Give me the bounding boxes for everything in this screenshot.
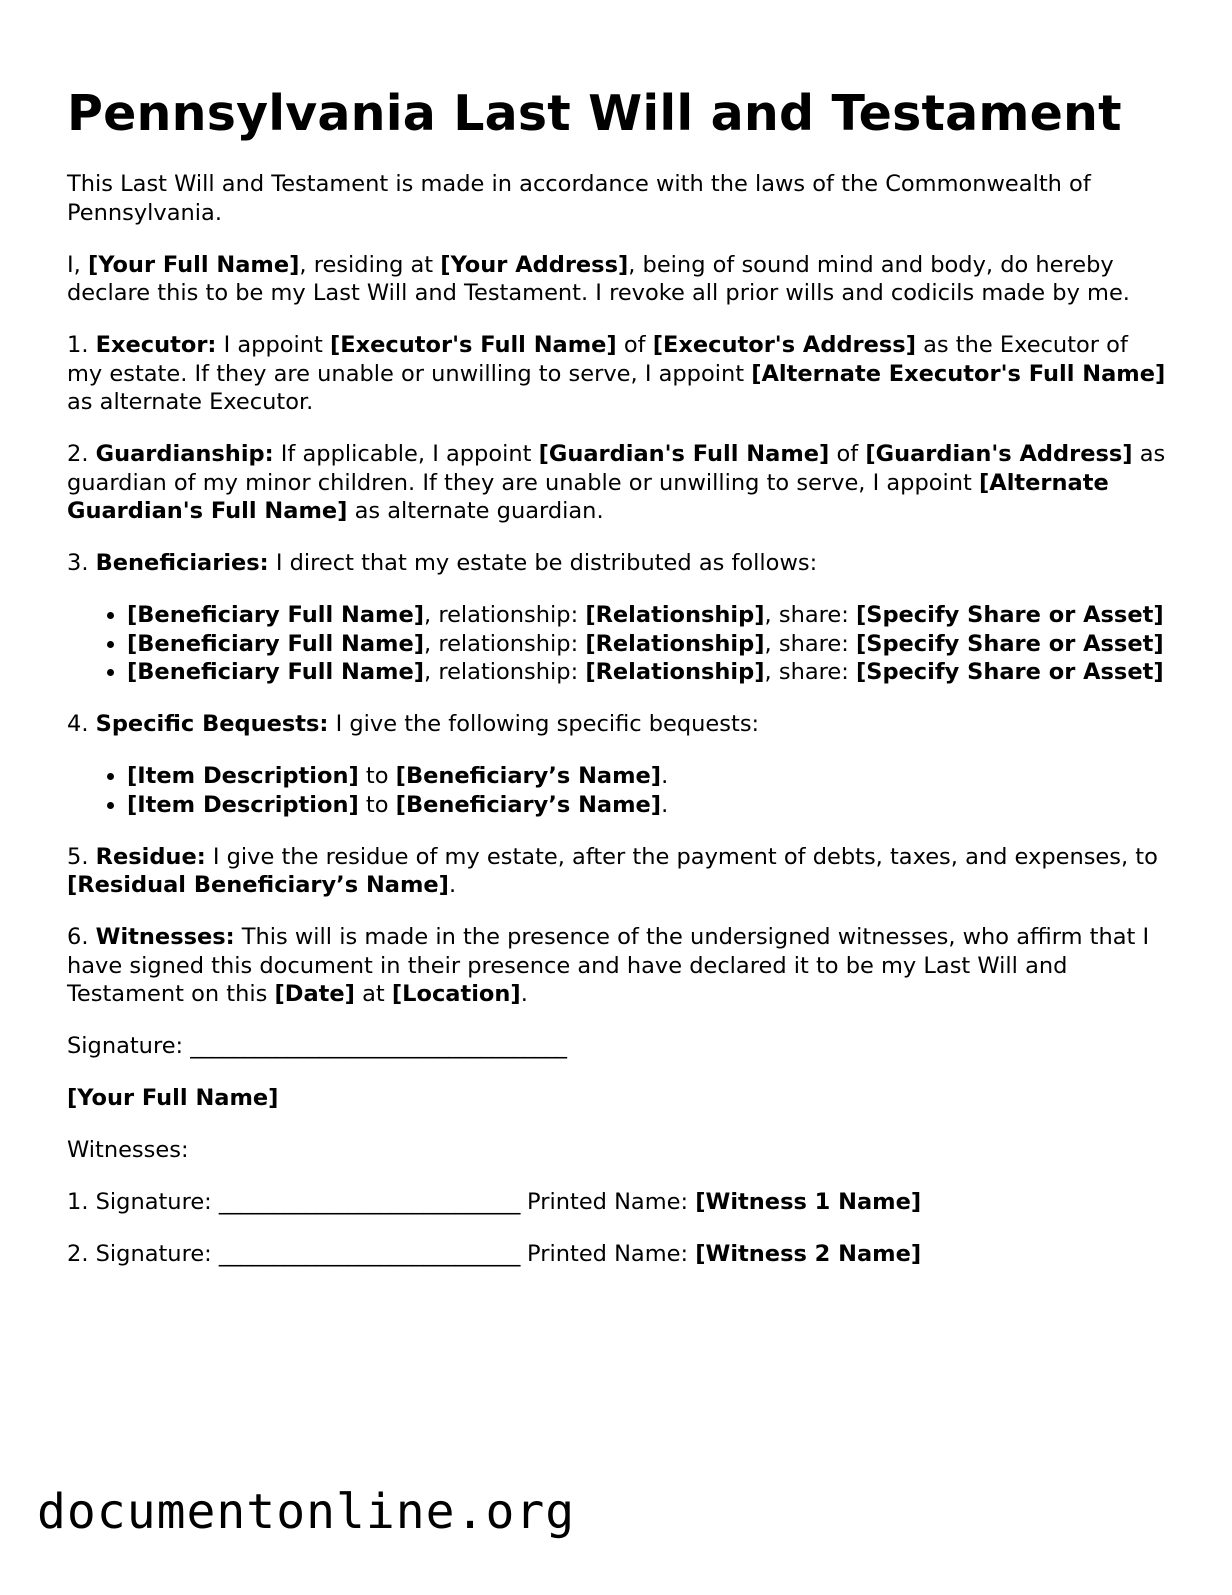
witnesses-label: Witnesses: (95, 924, 235, 950)
page-title: Pennsylvania Last Will and Testament (67, 85, 1122, 142)
executor-label: Executor: (95, 332, 217, 358)
residue-clause: 5. Residue: I give the residue of my estate, after the payment of debts, taxes, and expenses, to [Residual Beneficiary’s Name]. (67, 843, 1158, 898)
signature-blank: ___________________________________ (190, 1033, 567, 1059)
executor-address-placeholder: [Executor's Address] (652, 332, 916, 358)
residue-label: Residue: (95, 843, 206, 870)
beneficiaries-label: Beneficiaries: (95, 550, 269, 576)
guardian-address-placeholder: [Guardian's Address] (865, 441, 1133, 467)
executor-name-placeholder: [Executor's Full Name] (329, 332, 617, 358)
witnesses-clause: 6. Witnesses: This will is made in the presence of the undersigned witnesses, who affirm that I have signed this document in their presence and have declared it to be my Last Will and Testament on this [Date] at [Location]. (67, 924, 1150, 1007)
list-item: • [Beneficiary Full Name], relationship: [Relationship], share: [Specify Share or Asset] (127, 630, 1167, 659)
list-item: • [Beneficiary Full Name], relationship: [Relationship], share: [Specify Share or Asset] (127, 601, 1167, 630)
alternate-executor-placeholder: [Alternate Executor's Full Name] (751, 360, 1166, 387)
testator-printed-name: [Your Full Name] (67, 1085, 279, 1111)
alternate-guardian-placeholder: [Alternate Guardian's Full Name] (67, 469, 1109, 524)
witness-2-name-placeholder: [Witness 2 Name] (695, 1241, 922, 1267)
list-item: • [Beneficiary Full Name], relationship: [Relationship], share: [Specify Share or Asset] (127, 658, 1167, 687)
guardianship-label: Guardianship: (95, 441, 274, 467)
document-page (67, 82, 1167, 1292)
list-item: • [Item Description] to [Beneficiary’s Name]. (127, 791, 1167, 820)
signature-blank: ____________________________ (218, 1241, 520, 1267)
beneficiaries-clause: 3. Beneficiaries: I direct that my estate be distributed as follows: (67, 550, 818, 576)
intro-paragraph: This Last Will and Testament is made in accordance with the laws of the Commonwealth of Pennsylvania. (67, 171, 1091, 226)
guardianship-clause: 2. Guardianship: If applicable, I appoint [Guardian's Full Name] of [Guardian's Address] as guardian of my minor children. If they are unable or unwilling to serve, I appoint [Alternate Guardian's Full Name] as alternate guardian. (67, 441, 1166, 524)
bequests-clause: 4. Specific Bequests: I give the following specific bequests: (67, 711, 760, 737)
declaration-paragraph: I, [Your Full Name], residing at [Your Address], being of sound mind and body, do hereby declare this to be my Last Will and Testament. I revoke all prior wills and codicils made by me. (67, 251, 1130, 306)
beneficiaries-list (67, 601, 1167, 687)
witness-1-row: 1. Signature: ____________________________ Printed Name: [Witness 1 Name] (67, 1189, 922, 1215)
testator-signature-line: Signature: ___________________________________ (67, 1033, 567, 1059)
witness-2-row: 2. Signature: ____________________________ Printed Name: [Witness 2 Name] (67, 1241, 922, 1267)
bequests-label: Specific Bequests: (95, 711, 329, 737)
bequests-list (67, 762, 1167, 819)
location-placeholder: [Location] (391, 981, 521, 1007)
site-watermark: documentonline.org (37, 1484, 576, 1540)
date-placeholder: [Date] (274, 981, 355, 1007)
guardian-name-placeholder: [Guardian's Full Name] (538, 441, 830, 467)
witness-1-name-placeholder: [Witness 1 Name] (695, 1189, 922, 1215)
signature-blank: ____________________________ (218, 1189, 520, 1215)
testator-name-placeholder: [Your Full Name] (87, 251, 300, 278)
residual-beneficiary-placeholder: [Residual Beneficiary’s Name] (67, 872, 449, 898)
list-item: • [Item Description] to [Beneficiary’s Name]. (127, 762, 1167, 791)
executor-clause: 1. Executor: I appoint [Executor's Full Name] of [Executor's Address] as the Executor of my estate. If they are unable or unwilling to serve, I appoint [Alternate Executor's Full Name] as alternate Executor. (67, 332, 1166, 415)
witnesses-heading: Witnesses: (67, 1137, 189, 1163)
testator-address-placeholder: [Your Address] (440, 251, 629, 278)
